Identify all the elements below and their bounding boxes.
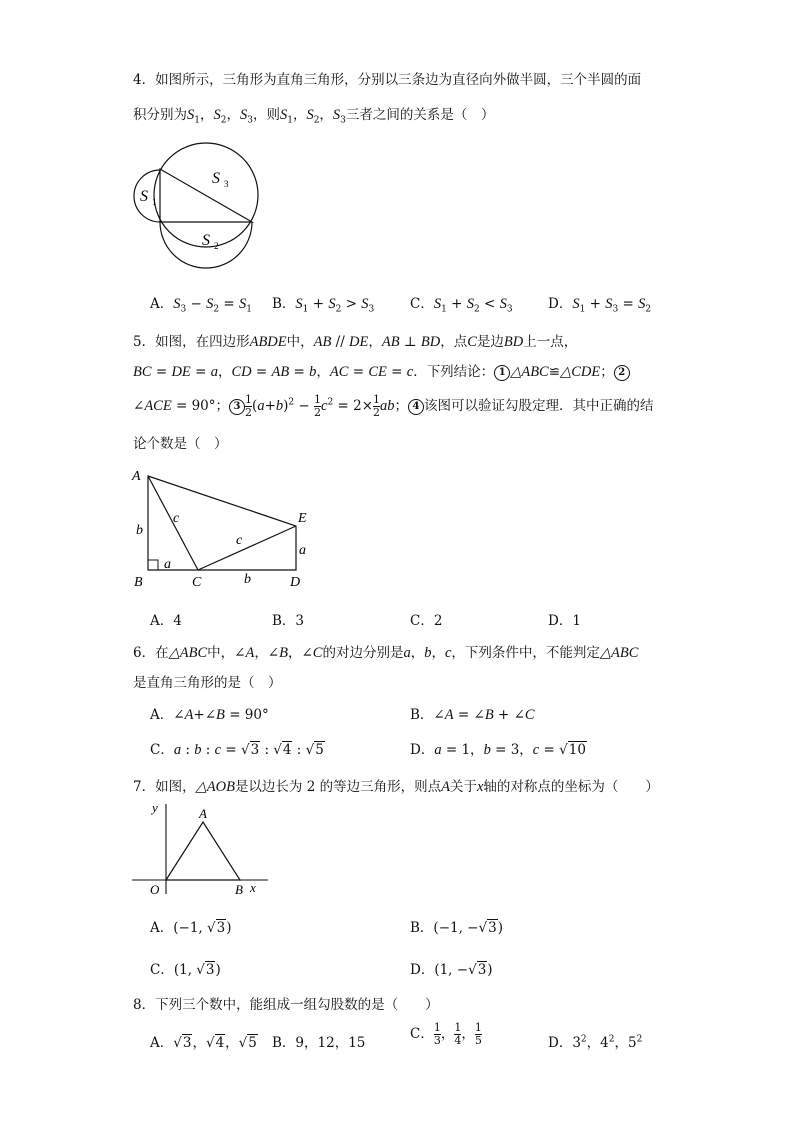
q4-option-a[interactable]: A．$S_3 - S_2 = S_1$ bbox=[150, 296, 253, 315]
q8-option-a[interactable]: A．√3，√4，√5 bbox=[150, 1035, 257, 1051]
q5-stem-line1: 5．如图，在四边形ABDE中，AB // DE，AB ⊥ BD，点C是边BD上一点， bbox=[133, 334, 578, 350]
q8-option-d[interactable]: D．$3^2$，$4^2$，$5^2$ bbox=[548, 1034, 643, 1051]
q5-label-a: A bbox=[132, 469, 141, 484]
q6-option-b[interactable]: B．∠A = ∠B + ∠C bbox=[410, 707, 535, 723]
q7-option-c[interactable]: C．(1, √3) bbox=[150, 962, 221, 978]
q7-label-x: x bbox=[250, 880, 256, 895]
q7-option-d[interactable]: D．(1, −√3) bbox=[410, 962, 493, 978]
q8-option-c[interactable]: C． $\frac{1}{3}$ ， $\frac{1}{4}$ ， $\frac{1}{5}$ bbox=[410, 1021, 482, 1047]
q7-equilateral-triangle bbox=[166, 822, 240, 880]
q5-option-c[interactable]: C．2 bbox=[410, 613, 443, 629]
q8-option-b[interactable]: B．9，12，15 bbox=[272, 1035, 366, 1051]
q8-stem-line1: 8．下列三个数中，能组成一组勾股数的是（ ） bbox=[133, 997, 439, 1013]
q4-stem-line1: 4．如图所示，三角形为直角三角形，分别以三条边为直径向外做半圆，三个半圆的面 bbox=[133, 72, 642, 88]
q5-label-e: E bbox=[298, 511, 307, 526]
q7-option-a[interactable]: A．(−1, √3) bbox=[150, 920, 232, 936]
q4-label-s2-sub: 2 bbox=[214, 241, 219, 251]
q5-label-b-cd: b bbox=[244, 572, 251, 587]
q6-option-d[interactable]: D．a = 1，b = 3，c = √10 bbox=[410, 742, 586, 758]
q6-option-a[interactable]: A．∠A+∠B = 90° bbox=[150, 707, 269, 723]
q7-label-o: O bbox=[150, 882, 160, 897]
q4-label-s1-sub: 1 bbox=[152, 197, 157, 207]
q7-label-a: A bbox=[199, 806, 207, 821]
q5-label-c: C bbox=[192, 575, 202, 590]
q5-option-d[interactable]: D．1 bbox=[548, 613, 581, 629]
q5-outline bbox=[148, 476, 296, 570]
q5-label-c-ce: c bbox=[236, 533, 243, 548]
q7-stem-line1: 7．如图，△AOB是以边长为 2 的等边三角形，则点A关于x轴的对称点的坐标为（ ） bbox=[133, 779, 659, 795]
q5-label-d: D bbox=[290, 575, 301, 590]
q4-option-d[interactable]: D．$S_1 + S_3 = S_2$ bbox=[548, 296, 652, 315]
q5-option-a[interactable]: A．4 bbox=[150, 613, 182, 629]
q5-label-a-side: a bbox=[164, 557, 171, 572]
q4-label-s3-sub: 3 bbox=[224, 179, 229, 189]
q5-trapezoid-figure bbox=[128, 464, 318, 592]
q6-option-c[interactable]: C．a : b : c = √3 : √4 : √5 bbox=[150, 742, 324, 758]
q5-right-angle-mark bbox=[148, 560, 158, 570]
q4-label-s2: S bbox=[202, 232, 210, 249]
q4-label-s3: S bbox=[212, 170, 220, 187]
q4-option-c[interactable]: C．$S_1 + S_2 < S_3$ bbox=[410, 296, 513, 315]
q5-label-b: B bbox=[134, 575, 143, 590]
q5-segment-ce bbox=[198, 526, 296, 570]
q7-label-y: y bbox=[152, 800, 158, 815]
q4-semicircles-figure bbox=[128, 138, 268, 273]
q7-label-b: B bbox=[235, 882, 243, 897]
q4-option-b[interactable]: B．$S_1 + S_2 > S_3$ bbox=[272, 296, 375, 315]
q5-label-a-de: a bbox=[299, 543, 306, 558]
q6-stem-line1: 6．在△ABC中，∠A，∠B，∠C的对边分别是a，b，c，下列条件中，不能判定△ABC bbox=[133, 645, 639, 661]
q7-option-b[interactable]: B．(−1, −√3) bbox=[410, 920, 503, 936]
q4-stem-line2: 积分别为$S_1$，$S_2$，$S_3$，则$S_1$，$S_2$，$S_3$三者之间的关系是（ ） bbox=[133, 107, 495, 126]
q5-label-b-side: b bbox=[136, 523, 143, 538]
q5-stem-line4: 论个数是（ ） bbox=[133, 436, 228, 452]
q4-label-s1: S bbox=[140, 188, 148, 205]
q5-stem-line2: BC = DE = a，CD = AB = b，AC = CE = c．下列结论： 1 △ABC≌△CDE； 2 bbox=[133, 360, 630, 381]
q7-triangle-figure bbox=[130, 798, 275, 898]
q5-stem-line3: ∠ACE = 90°； 3 $\frac{1}{2}$ $(a+b)^2$ − $\frac{1}{2}$ $c^2 = 2\times$ $\frac{1}{2}$ ab； 4 该图可以验证勾股定理．其中正确的结 bbox=[133, 393, 654, 419]
q5-label-c-ac: c bbox=[173, 511, 180, 526]
q5-option-b[interactable]: B．3 bbox=[272, 613, 305, 629]
q6-stem-line2: 是直角三角形的是（ ） bbox=[133, 675, 282, 691]
